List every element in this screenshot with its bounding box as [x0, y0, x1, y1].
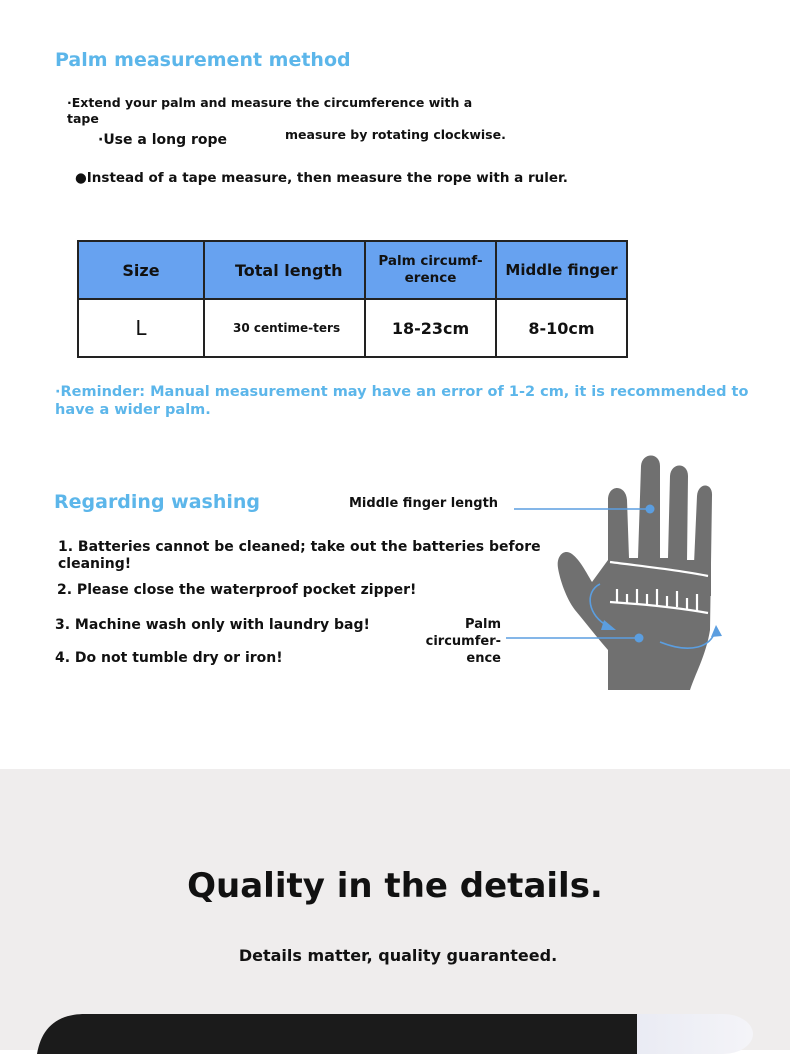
header-total-length: Total length [204, 241, 365, 299]
header-palm-circumference: Palm circumf-erence [365, 241, 496, 299]
cell-palm-circumference: 18-23cm [365, 299, 496, 357]
section-title-measurement: Palm measurement method [55, 49, 351, 71]
instruction-use-rope: ·Use a long rope [98, 132, 228, 148]
arrow-head-icon [711, 625, 722, 637]
reminder-note: ·Reminder: Manual measurement may have an error of 1-2 cm, it is recommended to have a wider palm. [55, 384, 749, 418]
section-title-washing: Regarding washing [54, 491, 261, 513]
label-middle-finger-length: Middle finger length [349, 496, 499, 511]
washing-item: 1. Batteries cannot be cleaned; take out the batteries before cleaning! [58, 539, 541, 572]
table-row [78, 299, 627, 357]
instruction-measure-rope: ●Instead of a tape measure, then measure the rope with a ruler. [75, 170, 568, 186]
washing-item: 3. Machine wash only with laundry bag! [55, 617, 370, 633]
size-table [77, 240, 628, 358]
instruction-line-1: ·Extend your palm and measure the circumference with a tape [67, 95, 473, 126]
quality-title: Quality in the details. [187, 866, 603, 906]
product-photo-top [37, 1014, 753, 1054]
hand-measurement-diagram [500, 450, 740, 695]
washing-item: 2. Please close the waterproof pocket zipper! [57, 582, 417, 598]
quality-subtitle: Details matter, quality guaranteed. [238, 946, 558, 965]
header-size: Size [78, 241, 204, 299]
cell-size: L [78, 299, 204, 357]
header-middle-finger: Middle finger [496, 241, 627, 299]
label-palm-circumference: Palm circumfer-ence [425, 617, 501, 666]
cell-total-length: 30 centime-ters [204, 299, 365, 357]
cell-middle-finger: 8-10cm [496, 299, 627, 357]
quality-section [0, 769, 790, 1050]
table-header-row [78, 241, 627, 299]
instruction-line-2: measure by rotating clockwise. [285, 127, 506, 142]
washing-item: 4. Do not tumble dry or iron! [55, 650, 283, 666]
